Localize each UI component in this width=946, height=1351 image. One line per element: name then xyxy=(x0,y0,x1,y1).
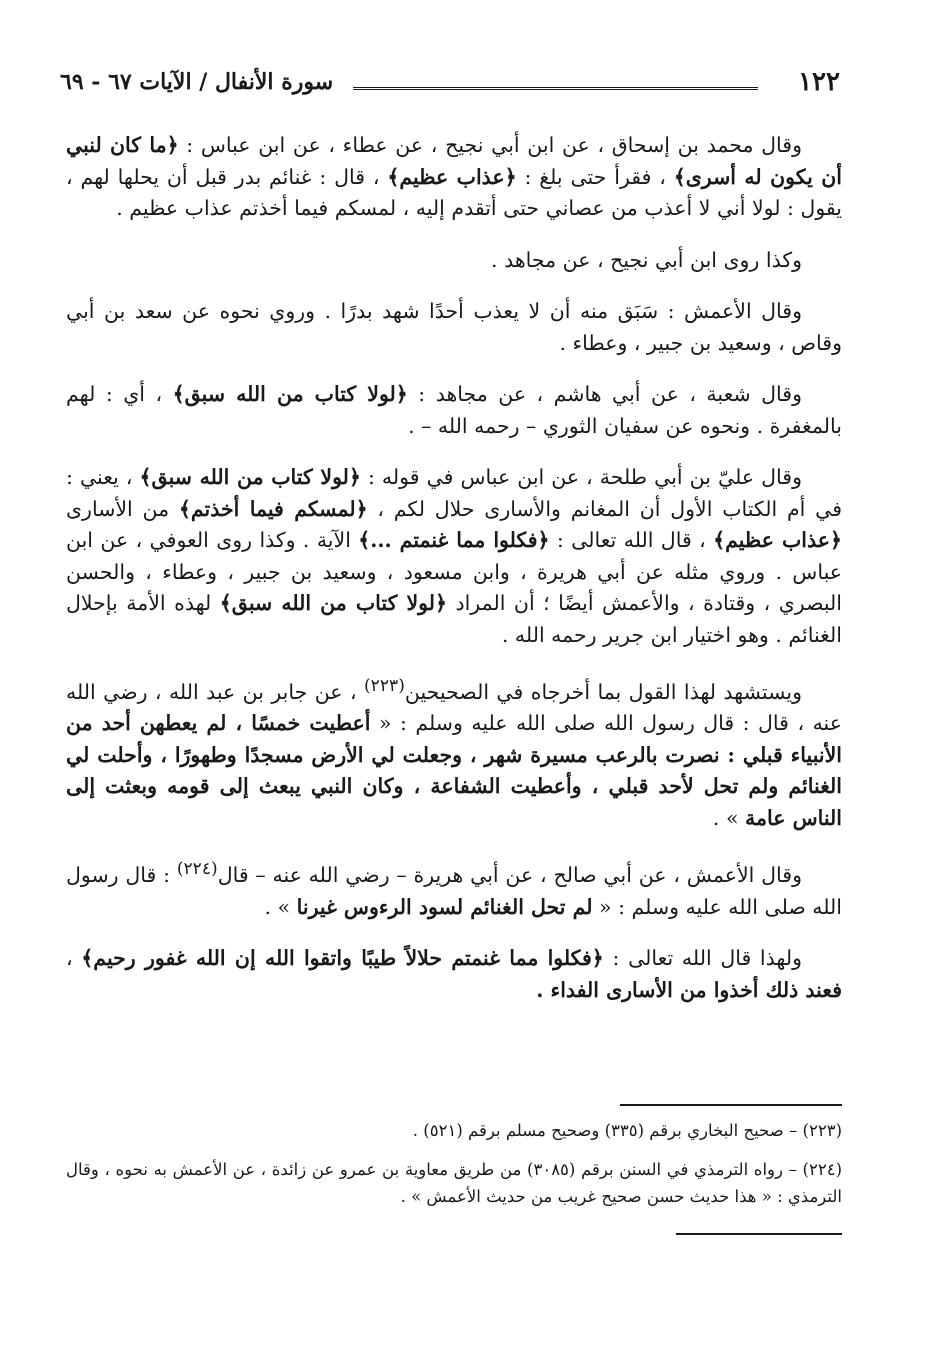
text: ، عن جابر بن عبد الله ، رضي الله عنه ، قال : قال رسول الله صلى الله عليه وسلم : « xyxy=(66,679,842,736)
text: » . xyxy=(712,805,745,830)
text: من الأسارى xyxy=(66,496,179,521)
quran-quote: ﴿لولا كتاب من الله سبق﴾ xyxy=(219,591,447,615)
paragraph-4 xyxy=(66,379,842,442)
quran-quote: ﴿لولا كتاب من الله سبق﴾ xyxy=(139,465,361,489)
footnotes xyxy=(66,1105,842,1210)
footnote-end-rule xyxy=(676,1233,842,1235)
paragraph-5 xyxy=(66,462,842,651)
text: وقال الأعمش ، عن أبي صالح ، عن أبي هريرة – رضي الله عنه – قال xyxy=(217,863,802,888)
text: » . xyxy=(264,894,297,919)
quran-quote: ﴿فكلوا مما غنمتم حلالاً طيبًا واتقوا الله إن الله غفور رحيم﴾ xyxy=(81,946,604,971)
paragraph-2 xyxy=(66,245,842,277)
page-number: ١٢٢ xyxy=(798,67,840,97)
paragraph-3 xyxy=(66,296,842,359)
text: ، أي : لهم بالمغفرة . ونحوه عن سفيان الثوري – رحمه الله – . xyxy=(66,382,842,438)
footnote-ref: (٢٢٤) xyxy=(176,859,218,880)
paragraph-7 xyxy=(66,854,842,923)
text: : قال رسول الله صلى الله عليه وسلم : « xyxy=(66,863,842,919)
text: ولهذا قال الله تعالى : xyxy=(603,946,802,971)
text: ، يعني : في أم الكتاب الأول أن المغانم والأسارى حلال لكم ، xyxy=(66,465,843,521)
text: وقال عليّ بن أبي طلحة ، عن ابن عباس في قوله : xyxy=(360,465,802,489)
quran-quote: ﴿فكلوا مما غنمتم ...﴾ xyxy=(358,528,550,552)
hadith-quote: لم تحل الغنائم لسود الرءوس غيرنا xyxy=(296,894,593,919)
header-rule xyxy=(353,87,758,90)
paragraph-8 xyxy=(66,943,842,1006)
text: ، فقرأ حتى بلغ : xyxy=(516,164,674,189)
paragraph-6 xyxy=(66,671,842,834)
footnote-ref: (٢٢٣) xyxy=(363,676,405,696)
hadith-quote: أعطيت خمسًا ، لم يعطهن أحد من الأنبياء قبلي : نصرت بالرعب مسيرة شهر ، وجعلت لي الأرض مسجدًا وطهورًا ، وأحلت لي الغنائم ولم تحل لأحد قبلي ، وأعطيت الشفاعة ، وكان النبي يبعث إلى قومه وبعثت إلى الناس عامة xyxy=(66,711,842,830)
text: ويستشهد لهذا القول بما أخرجاه في الصحيحين xyxy=(404,679,803,704)
text: ، قال : غنائم بدر قبل أن يحلها لهم ، يقول : لولا أني لا أعذب من عصاني حتى أتقدم إليه ، لمسكم فيما أخذتم عذاب عظيم . xyxy=(66,164,842,220)
quran-quote: ﴿عذاب عظيم﴾ xyxy=(713,528,842,552)
footnote-224: (٢٢٤) – رواه الترمذي في السنن برقم (٣٠٨٥) من طريق معاوية بن عمرو عن زائدة ، عن الأعمش به نحوه ، وقال الترمذي : « هذا حديث حسن صحيح غريب من حديث الأعمش » . xyxy=(66,1160,842,1206)
quran-quote: ﴿لولا كتاب من الله سبق﴾ xyxy=(172,382,408,406)
text: وقال شعبة ، عن أبي هاشم ، عن مجاهد : xyxy=(407,382,802,406)
quran-quote: ﴿لمسكم فيما أخذتم﴾ xyxy=(178,496,368,521)
text: ، قال الله تعالى : xyxy=(549,528,714,552)
footnote-223: (٢٢٣) – صحيح البخاري برقم (٣٣٥) وصحيح مسلم برقم (٥٢١) . xyxy=(412,1121,842,1140)
running-title: سورة الأنفال / الآيات ٦٧ - ٦٩ xyxy=(60,69,334,95)
text: وقال الأعمش : سَبَق منه أن لا يعذب أحدًا شهد بدرًا . وروي نحوه عن سعد بن أبي وقاص ، وسعيد بن جبير ، وعطاء . xyxy=(66,299,842,355)
quran-quote: ﴿ما كان لنبي أن يكون له أسرى﴾ xyxy=(66,133,842,189)
text: لهذه الأمة بإحلال الغنائم . وهو اختيار ابن جرير رحمه الله . xyxy=(66,591,842,647)
text: ، xyxy=(66,946,82,971)
paragraph-1 xyxy=(66,130,842,225)
text: وقال محمد بن إسحاق ، عن ابن أبي نجيح ، عن عطاء ، عن ابن عباس : xyxy=(178,133,802,157)
quran-quote: ﴿عذاب عظيم﴾ xyxy=(387,164,517,189)
page-header xyxy=(60,60,840,104)
main-text xyxy=(66,130,842,1026)
text: وكذا روى ابن أبي نجيح ، عن مجاهد . xyxy=(491,247,802,272)
text: فعند ذلك أخذوا من الأسارى الفداء . xyxy=(536,977,842,1002)
text: الآية . وكذا روى العوفي ، عن ابن عباس . وروي مثله عن أبي هريرة ، وابن مسعود ، وسعيد بن جبير ، وعطاء ، والحسن البصري ، وقتادة ، والأعمش أيضًا ؛ أن المراد xyxy=(66,528,842,615)
